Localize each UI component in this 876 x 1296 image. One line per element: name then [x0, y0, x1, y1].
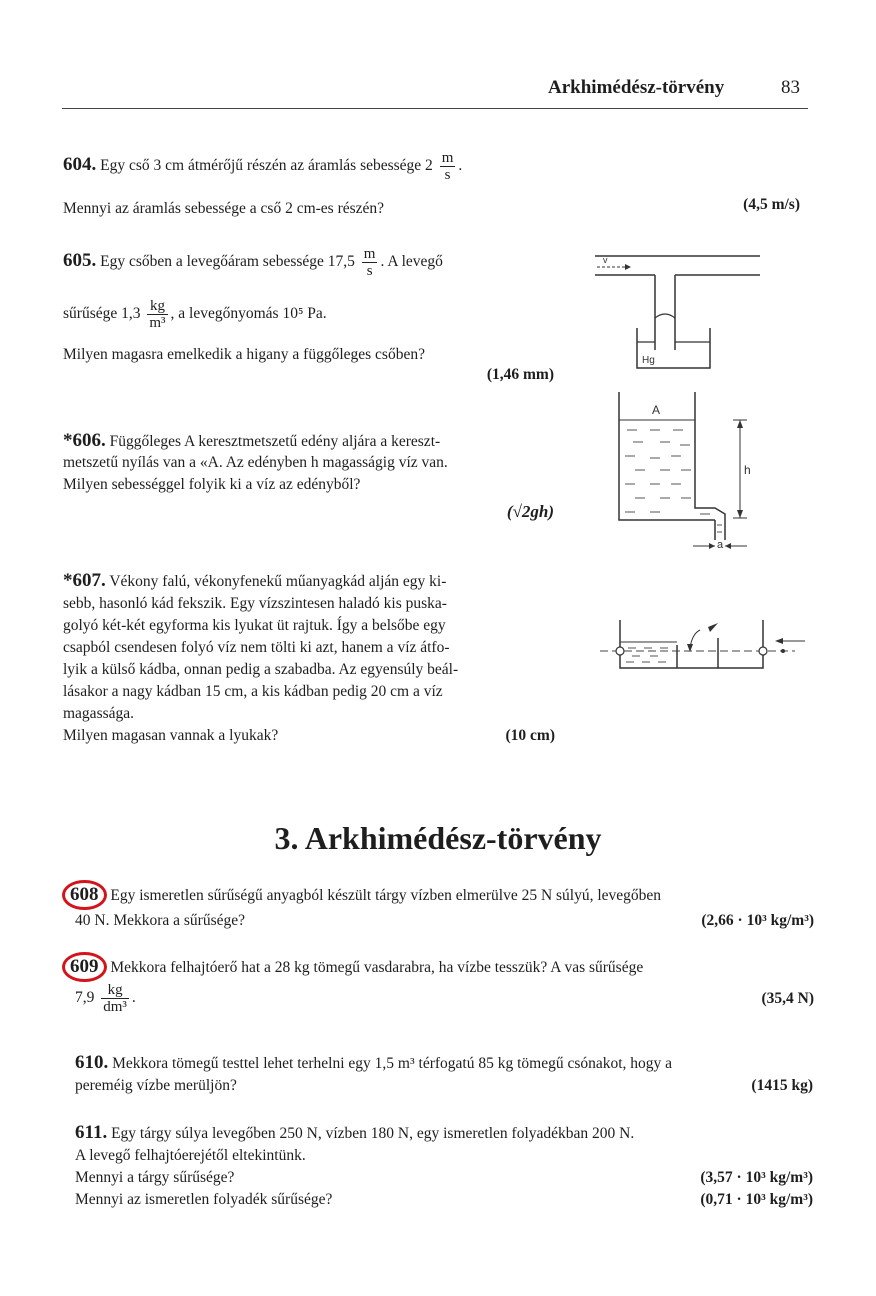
unit-numerator: kg	[101, 982, 129, 999]
section-title: 3. Arkhimédész-törvény	[274, 820, 602, 856]
problem-number: 604.	[63, 154, 97, 176]
dimension-arrow-icon	[737, 420, 743, 428]
problem-text: Mekkora tömegű testtel lehet terhelni egy 1,5 m³ térfogatú 85 kg tömegű csónakot, hogy a	[112, 1055, 673, 1072]
hole-icon	[616, 647, 624, 655]
running-header-title: Arkhimédész-törvény	[548, 77, 725, 98]
unit-fraction	[362, 246, 378, 279]
unit-denominator: dm³	[103, 999, 127, 1015]
problem-text: Egy csőben a levegőáram sebessége 17,5	[100, 253, 355, 271]
unit-denominator: s	[366, 263, 373, 279]
flow-arrow-icon	[625, 264, 631, 270]
unit-numerator: m	[363, 246, 376, 262]
unit-numerator: m	[441, 150, 454, 166]
problem-number: 610.	[75, 1052, 109, 1073]
problem-611	[75, 1122, 813, 1211]
problem-text: sebb, hasonló kád fekszik. Egy vízszintesen haladó kis puska-	[63, 595, 447, 612]
problem-610	[75, 1052, 813, 1097]
problem-number: 611.	[75, 1122, 108, 1143]
unit-denominator: s	[444, 167, 451, 183]
figure-label-h: h	[744, 463, 751, 477]
answer: (2,66 · 10³ kg/m³)	[701, 912, 814, 929]
answer: (3,57 · 10³ kg/m³)	[700, 1169, 813, 1186]
header-rule	[62, 108, 808, 109]
problem-text: Egy cső 3 cm átmérőjű részén az áramlás sebessége 2	[100, 157, 433, 175]
answer: (0,71 · 10³ kg/m³)	[700, 1191, 813, 1208]
answer: (10 cm)	[505, 727, 555, 744]
problem-question: Milyen magasan vannak a lyukak?	[63, 727, 279, 744]
problem-number: 605.	[63, 250, 97, 272]
problem-text: Vékony falú, vékonyfenekű műanyagkád alján egy ki-	[109, 573, 447, 590]
unit-fraction	[440, 150, 456, 183]
problem-question: Mennyi az ismeretlen folyadék sűrűsége?	[75, 1191, 333, 1208]
figure-label-v: v	[603, 255, 608, 265]
problem-text: csapból csendesen folyó víz nem tölti ki azt, hanem a víz átfo-	[63, 639, 450, 656]
dimension-arrow-icon	[725, 543, 731, 549]
problem-text: .	[458, 157, 463, 175]
problem-text: Egy tárgy súlya levegőben 250 N, vízben 180 N, egy ismeretlen folyadékban 200 N.	[111, 1125, 635, 1142]
dimension-arrow-icon	[737, 510, 743, 518]
dimension-arrow-icon	[709, 543, 715, 549]
figure-607-two-tubs	[600, 610, 810, 675]
problem-text: lásakor a nagy kádban 15 cm, a kis kádban pedig 20 cm a víz	[63, 683, 443, 700]
problem-text: , a levegőnyomás 10⁵ Pa.	[170, 305, 327, 323]
problem-609	[62, 952, 814, 1015]
figure-label-hg: Hg	[642, 355, 655, 366]
problem-607	[63, 570, 563, 747]
problem-text: metszetű nyílás van a «A. Az edényben h magasságig víz van.	[63, 454, 448, 471]
bullet-direction-arrow-icon	[775, 638, 783, 644]
unit-fraction	[147, 298, 167, 331]
problem-text: 40 N. Mekkora a sűrűsége?	[75, 912, 246, 929]
problem-text: sűrűsége 1,3	[63, 305, 141, 323]
unit-denominator: m³	[149, 315, 166, 331]
problem-608	[62, 880, 814, 932]
problem-text: .	[131, 989, 136, 1007]
problem-number: *606.	[63, 430, 106, 451]
answer: (4,5 m/s)	[743, 196, 800, 213]
problem-question: Mennyi a tárgy sűrűsége?	[75, 1169, 235, 1186]
problem-text: lyik a külső kádba, onnan pedig a szabadba. Az egyensúly beál-	[63, 661, 459, 678]
problem-text: Egy ismeretlen sűrűségű anyagból készült tárgy vízben elmerülve 25 N súlyú, levegőben	[110, 887, 662, 904]
hole-icon	[759, 647, 767, 655]
answer: (√2gh)	[506, 502, 554, 521]
problem-number: *607.	[63, 570, 106, 591]
problem-text: magassága.	[63, 705, 135, 722]
problem-number-circled: 608	[62, 880, 107, 910]
problem-text: Mennyi az áramlás sebessége a cső 2 cm-es részén?	[63, 200, 385, 217]
problem-text: pereméig vízbe merüljön?	[75, 1077, 237, 1094]
problem-text: A levegő felhajtóerejétől eltekintünk.	[75, 1147, 306, 1164]
problem-text: Milyen magasra emelkedik a higany a függőleges csőben?	[63, 346, 425, 363]
bullet-icon	[781, 649, 785, 653]
problem-604	[63, 150, 462, 183]
problem-text: golyó két-két egyforma kis lyukat üt rajtuk. Így a belsőbe egy	[63, 617, 446, 634]
figure-605-venturi-mercury	[595, 250, 775, 375]
figure-606-vessel-outflow	[605, 390, 785, 555]
problem-text: 7,9	[75, 989, 95, 1007]
figure-label-A: A	[652, 403, 661, 417]
problem-text: Milyen sebességgel folyik ki a víz az edényből?	[63, 476, 361, 493]
answer: (1415 kg)	[751, 1077, 813, 1094]
problem-605	[63, 246, 443, 279]
problem-text: . A levegő	[380, 253, 443, 271]
answer: (35,4 N)	[761, 989, 814, 1007]
unit-fraction	[101, 982, 129, 1015]
problem-text: Mekkora felhajtóerő hat a 28 kg tömegű vasdarabra, ha vízbe tesszük? A vas sűrűsége	[110, 959, 644, 976]
problem-number-circled: 609	[62, 952, 107, 982]
figure-label-a: a	[717, 539, 724, 551]
problem-606	[63, 430, 440, 453]
problem-605-line2	[63, 298, 327, 331]
unit-numerator: kg	[147, 298, 167, 315]
problem-text: Függőleges A keresztmetszetű edény aljára a kereszt-	[109, 433, 441, 450]
page-number: 83	[781, 77, 800, 98]
answer: (1,46 mm)	[486, 366, 554, 383]
